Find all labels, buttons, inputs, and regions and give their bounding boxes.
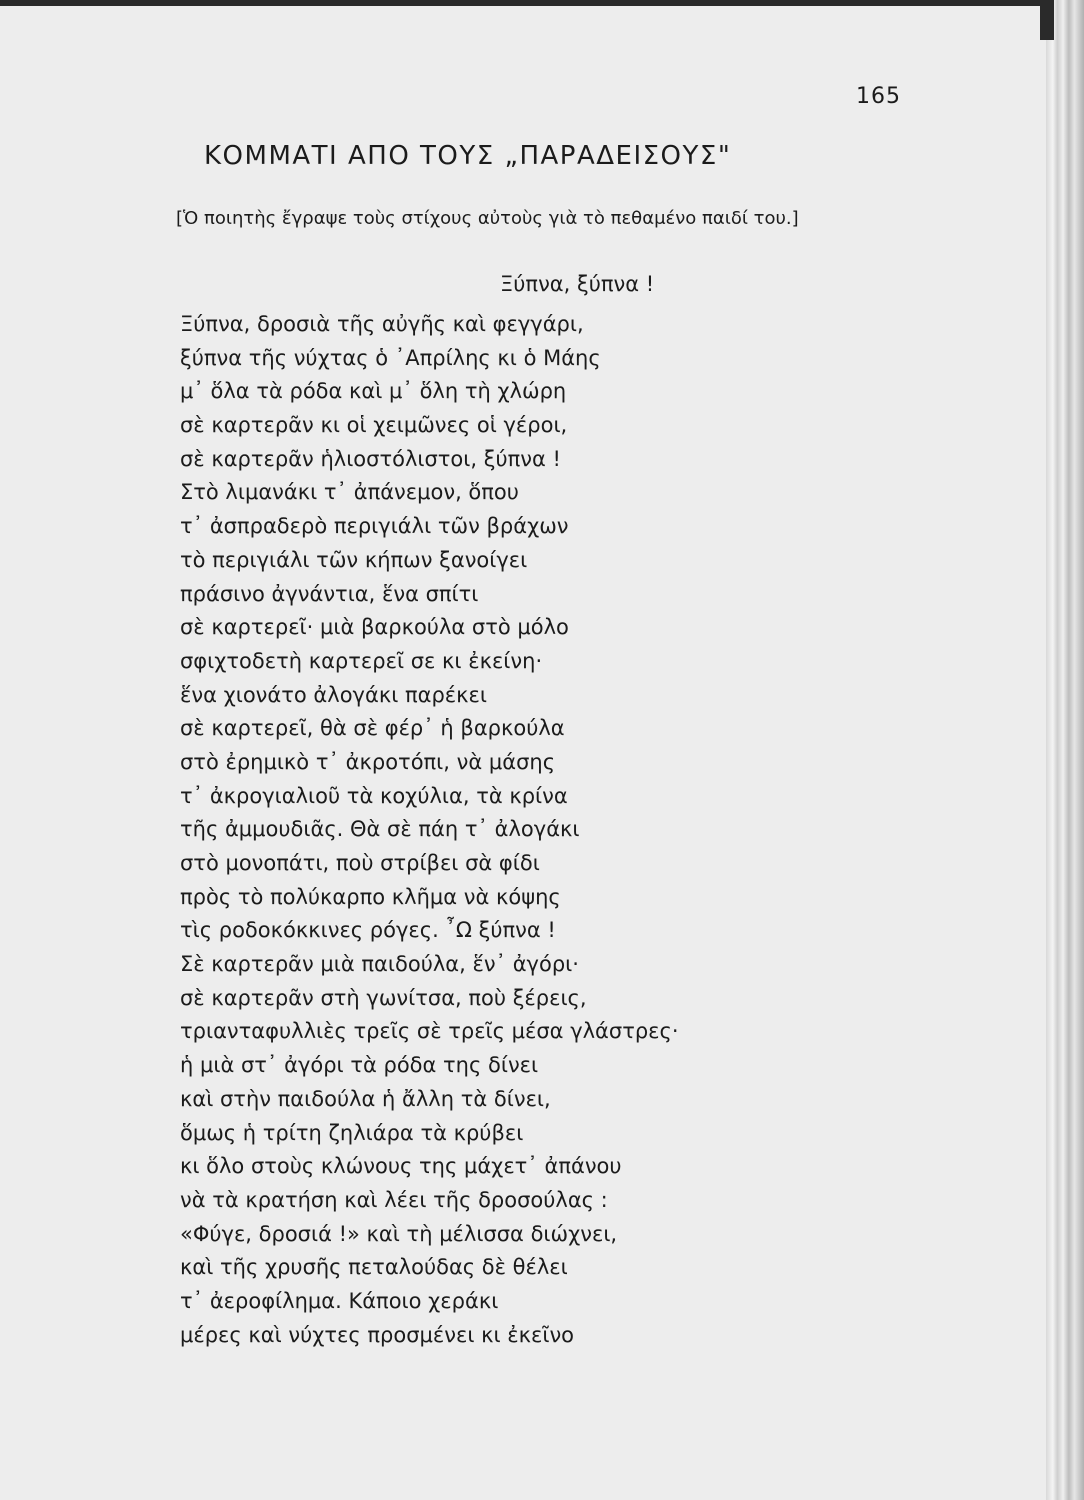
poem-line: Σὲ καρτερᾶν μιὰ παιδούλα, ἕν᾿ ἀγόρι·: [180, 952, 579, 977]
book-spine-edge: [1046, 0, 1084, 1500]
poem-line: πρὸς τὸ πολύκαρπο κλῆμα νὰ κόψης: [180, 884, 561, 909]
poem-line: σὲ καρτερᾶν στὴ γωνίτσα, ποὺ ξέρεις,: [180, 985, 587, 1010]
corner-shadow: [1040, 0, 1054, 40]
poem-line: «Φύγε, δροσιά !» καὶ τὴ μέλισσα διώχνει,: [180, 1221, 618, 1246]
poem-line: τῆς ἀμμουδιᾶς. Θὰ σὲ πάη τ᾿ ἀλογάκι: [180, 817, 580, 842]
poem-line: τριανταφυλλιὲς τρεῖς σὲ τρεῖς μέσα γλάστρες·: [180, 1019, 679, 1044]
poem-line: πράσινο ἀγνάντια, ἕνα σπίτι: [180, 581, 479, 606]
poem-line: Στὸ λιμανάκι τ᾿ ἀπάνεμον, ὅπου: [180, 480, 519, 505]
poem-line: μ᾿ ὅλα τὰ ρόδα καὶ μ᾿ ὅλη τὴ χλώρη: [180, 379, 567, 404]
poem-opening-line: Ξύπνα, ξύπνα !: [500, 272, 655, 296]
poem-dedication: [Ὁ ποιητὴς ἔγραψε τοὺς στίχους αὐτοὺς γιὰ τὸ πεθαμένο παιδί του.]: [176, 208, 799, 229]
poem-body: [180, 308, 679, 1352]
poem-line: στὸ ἐρημικὸ τ᾿ ἀκροτόπι, νὰ μάσης: [180, 749, 556, 774]
poem-line: καὶ τῆς χρυσῆς πεταλούδας δὲ θέλει: [180, 1255, 568, 1280]
poem-line: ξύπνα τῆς νύχτας ὁ ᾿Απρίλης κι ὁ Μάης: [180, 345, 601, 370]
poem-line: τὶς ροδοκόκκινες ρόγες. ῏Ω ξύπνα !: [180, 918, 556, 943]
poem-line: καὶ στὴν παιδούλα ἡ ἄλλη τὰ δίνει,: [180, 1086, 551, 1111]
page-number: 165: [856, 84, 901, 109]
poem-line: τ᾿ ἀεροφίλημα. Κάποιο χεράκι: [180, 1288, 499, 1313]
poem-line: σφιχτοδετὴ καρτερεῖ σε κι ἐκείνη·: [180, 648, 543, 673]
poem-line: στὸ μονοπάτι, ποὺ στρίβει σὰ φίδι: [180, 851, 540, 875]
poem-line: σὲ καρτερεῖ· μιὰ βαρκούλα στὸ μόλο: [180, 615, 569, 640]
poem-line: ἡ μιὰ στ᾿ ἀγόρι τὰ ρόδα της δίνει: [180, 1053, 539, 1078]
poem-line: σὲ καρτερᾶν ἡλιοστόλιστοι, ξύπνα !: [180, 446, 561, 471]
poem-line: τὸ περιγιάλι τῶν κήπων ξανοίγει: [180, 547, 528, 572]
poem-line: Ξύπνα, δροσιὰ τῆς αὐγῆς καὶ φεγγάρι,: [180, 312, 584, 336]
poem-line: τ᾿ ἀσπραδερὸ περιγιάλι τῶν βράχων: [180, 514, 569, 539]
poem-line: μέρες καὶ νύχτες προσμένει κι ἐκεῖνο: [180, 1322, 575, 1347]
poem-line: ὅμως ἡ τρίτη ζηλιάρα τὰ κρύβει: [180, 1120, 524, 1145]
poem-line: τ᾿ ἀκρογιαλιοῦ τὰ κοχύλια, τὰ κρίνα: [180, 783, 568, 808]
poem-line: σὲ καρτερεῖ, θὰ σὲ φέρ᾿ ἡ βαρκούλα: [180, 716, 565, 741]
poem-line: νὰ τὰ κρατήση καὶ λέει τῆς δροσούλας :: [180, 1187, 608, 1212]
page-top-edge: [0, 0, 1040, 6]
poem-title: ΚΟΜΜΑΤΙ ΑΠΟ ΤΟΥΣ „ΠΑΡΑΔΕΙΣΟΥΣ": [204, 141, 732, 171]
poem-line: κι ὅλο στοὺς κλώνους της μάχετ᾿ ἀπάνου: [180, 1154, 622, 1179]
poem-line: σὲ καρτερᾶν κι οἱ χειμῶνες οἱ γέροι,: [180, 413, 568, 438]
poem-line: ἕνα χιονάτο ἀλογάκι παρέκει: [180, 682, 487, 707]
